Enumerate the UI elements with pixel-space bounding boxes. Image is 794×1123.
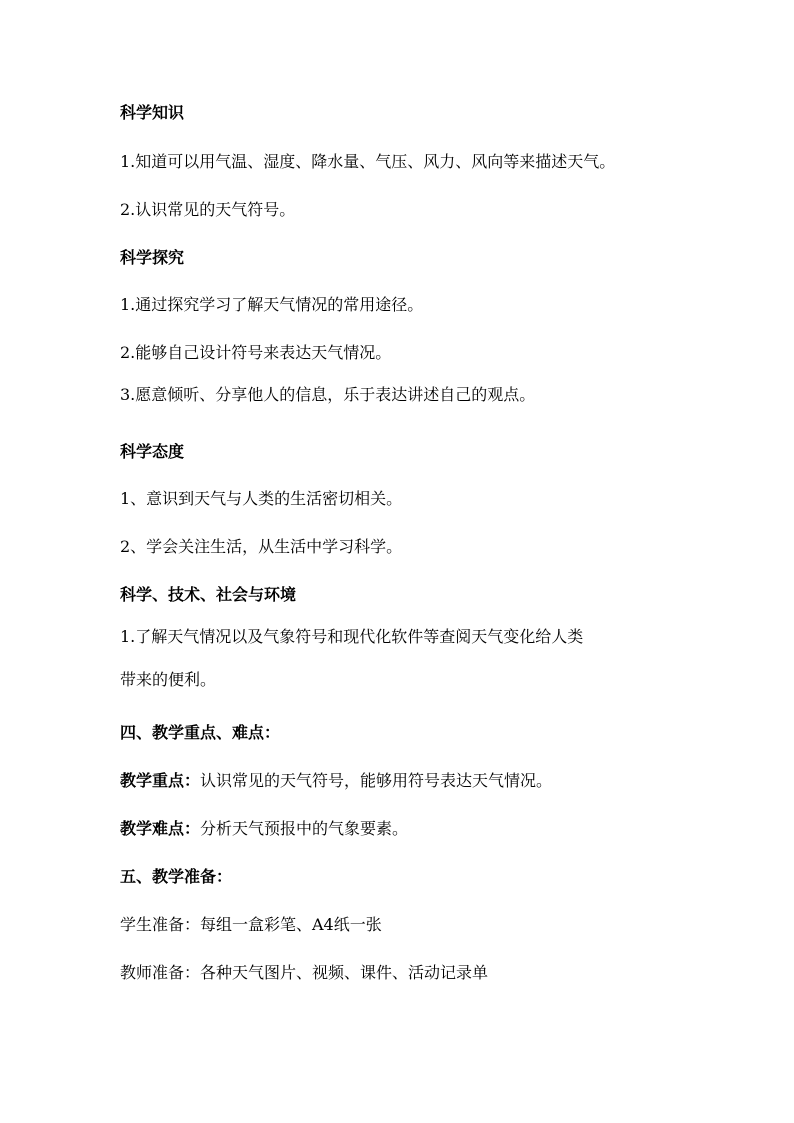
attitude-item-1: 1、意识到天气与人类的生活密切相关。: [120, 489, 403, 508]
stse-item-line-2: 带来的便利。: [120, 670, 217, 689]
difficulty-text: 分析天气预报中的气象要素。: [200, 819, 409, 838]
heading-science-inquiry: 科学探究: [120, 248, 185, 267]
stse-item-line-1: 1.了解天气情况以及气象符号和现代化软件等查阅天气变化给人类: [120, 627, 584, 646]
attitude-item-2: 2、学会关注生活，从生活中学习科学。: [120, 537, 403, 556]
knowledge-item-2: 2.认识常见的天气符号。: [120, 200, 296, 219]
inquiry-item-3: 3.愿意倾听、分享他人的信息，乐于表达讲述自己的观点。: [120, 385, 536, 404]
student-preparation: 学生准备：每组一盒彩笔、A4纸一张: [120, 915, 382, 934]
knowledge-item-1: 1.知道可以用气温、湿度、降水量、气压、风力、风向等来描述天气。: [120, 152, 616, 171]
difficulty-line: [120, 819, 408, 839]
focus-label: 教学重点：: [120, 771, 201, 790]
heading-stse: 科学、技术、社会与环境: [120, 585, 297, 604]
heading-key-points: 四、教学重点、难点：: [120, 723, 281, 742]
heading-preparation: 五、教学准备：: [120, 867, 233, 886]
heading-science-knowledge: 科学知识: [120, 103, 185, 122]
inquiry-item-1: 1.通过探究学习了解天气情况的常用途径。: [120, 295, 424, 314]
heading-science-attitude: 科学态度: [120, 442, 185, 461]
focus-text: 认识常见的天气符号，能够用符号表达天气情况。: [200, 771, 553, 790]
teacher-preparation: 教师准备：各种天气图片、视频、课件、活动记录单: [120, 963, 489, 982]
difficulty-label: 教学难点：: [120, 819, 201, 838]
focus-line: [120, 771, 552, 791]
inquiry-item-2: 2.能够自己设计符号来表达天气情况。: [120, 343, 392, 362]
